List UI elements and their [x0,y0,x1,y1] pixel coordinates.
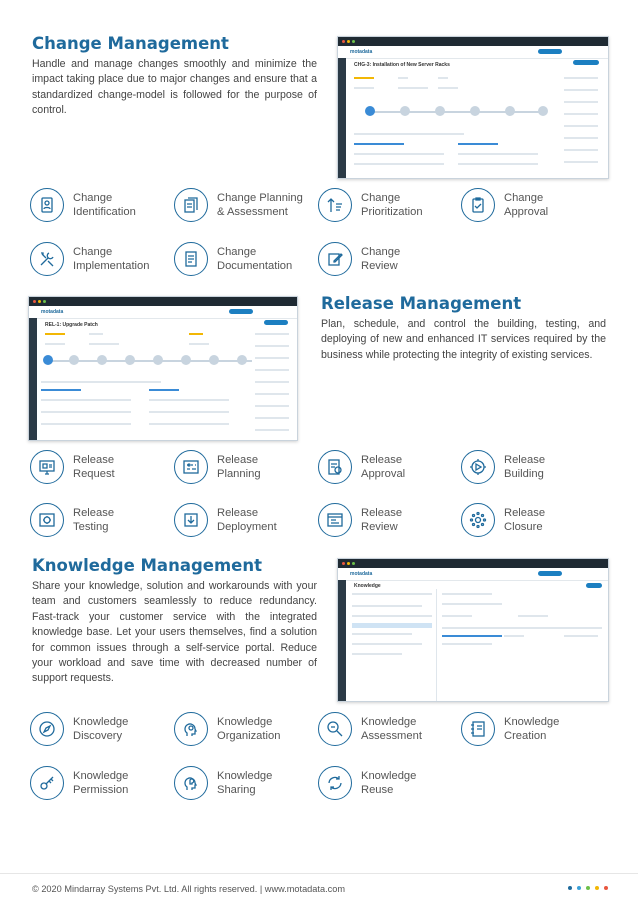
release-screenshot [28,296,298,441]
brand-dot [604,886,608,890]
feature-release-request [30,448,180,486]
feature-label: Release Approval [361,453,406,480]
screenshot-logo: motadata [41,309,64,315]
head-gear-icon [174,712,208,746]
gear-play-icon [461,450,495,484]
feature-label: Release Closure [504,506,546,533]
feature-label: Release Review [361,506,403,533]
feature-knowledge-sharing [174,764,324,802]
id-badge-icon [30,188,64,222]
feature-label: Knowledge Reuse [361,769,417,796]
feature-knowledge-creation [461,710,611,748]
feature-change-review [318,240,468,278]
compass-icon [30,712,64,746]
brand-dot [568,886,572,890]
feature-label: Change Identification [73,191,136,218]
feature-label: Change Prioritization [361,191,423,218]
feature-release-building [461,448,611,486]
brand-dots [568,886,608,890]
feature-label: Knowledge Creation [504,715,560,742]
screenshot-logo: motadata [350,571,373,577]
feature-label: Knowledge Permission [73,769,129,796]
feature-label: Release Building [504,453,546,480]
screenshot-logo: motadata [350,49,373,55]
feature-label: Release Request [73,453,115,480]
feature-change-implementation [30,240,180,278]
feature-label: Knowledge Sharing [217,769,273,796]
feature-release-deployment [174,501,324,539]
feature-change-identification [30,186,180,224]
feature-label: Change Approval [504,191,549,218]
review-window-icon [318,503,352,537]
priority-arrow-icon [318,188,352,222]
feature-release-closure [461,501,611,539]
deploy-box-icon [174,503,208,537]
document-icon [174,242,208,276]
feature-knowledge-reuse [318,764,468,802]
feature-label: Knowledge Discovery [73,715,129,742]
feature-knowledge-permission [30,764,180,802]
release-description: Plan, schedule, and control the building, testing, and deploying of new and enhanced IT services required by the business while protecting the integrity of existing services. [321,318,606,361]
closure-network-icon [461,503,495,537]
feature-knowledge-discovery [30,710,180,748]
monitor-icon [30,450,64,484]
feature-label: Knowledge Organization [217,715,281,742]
screenshot-title: CHG-3: Installation of New Server Racks [354,62,450,68]
approval-doc-icon [318,450,352,484]
clipboard-check-icon [461,188,495,222]
feature-knowledge-organization [174,710,324,748]
head-bulb-icon [174,766,208,800]
edit-icon [318,242,352,276]
screenshot-title: Knowledge [354,583,381,589]
notebook-icon [461,712,495,746]
change-screenshot [337,36,609,179]
brand-dot [595,886,599,890]
feature-release-review [318,501,468,539]
feature-label: Change Documentation [217,245,293,272]
feature-knowledge-assessment [318,710,468,748]
footer-text: © 2020 Mindarray Systems Pvt. Ltd. All rights reserved. | www.motadata.com [32,884,345,894]
feature-release-testing [30,501,180,539]
key-gear-icon [30,766,64,800]
feature-label: Change Planning & Assessment [217,191,303,218]
brand-dot [577,886,581,890]
magnifier-icon [318,712,352,746]
feature-change-approval [461,186,611,224]
brand-dot [586,886,590,890]
testing-gear-icon [30,503,64,537]
feature-label: Knowledge Assessment [361,715,422,742]
tools-icon [30,242,64,276]
knowledge-description: Share your knowledge, solution and workarounds with your team and customers seamlessly to reduce redundancy. Fast-track your customer service with the integrated knowledge base. Let your users themselves, find a solution for common issues through a self-service portal. Reduce your workload and save time with decreased number of support requests. [32,580,317,685]
feature-release-approval [318,448,468,486]
feature-release-planning [174,448,324,486]
feature-label: Release Testing [73,506,115,533]
knowledge-screenshot [337,558,609,702]
footer-divider [0,873,638,874]
feature-label: Release Deployment [217,506,277,533]
feature-label: Release Planning [217,453,261,480]
reuse-arrows-icon [318,766,352,800]
screenshot-title: REL-1: Upgrade Patch [45,322,98,328]
feature-label: Change Review [361,245,401,272]
feature-change-prioritization [318,186,468,224]
documents-icon [174,188,208,222]
change-title: Change Management [32,34,229,53]
knowledge-title: Knowledge Management [32,556,262,575]
feature-label: Change Implementation [73,245,150,272]
planning-board-icon [174,450,208,484]
change-description: Handle and manage changes smoothly and minimize the impact taking place due to major changes and ensure that a standardized change-model is followed for the purpose of control. [32,58,317,117]
feature-change-planning--assessment [174,186,324,224]
feature-change-documentation [174,240,324,278]
release-title: Release Management [321,294,522,313]
